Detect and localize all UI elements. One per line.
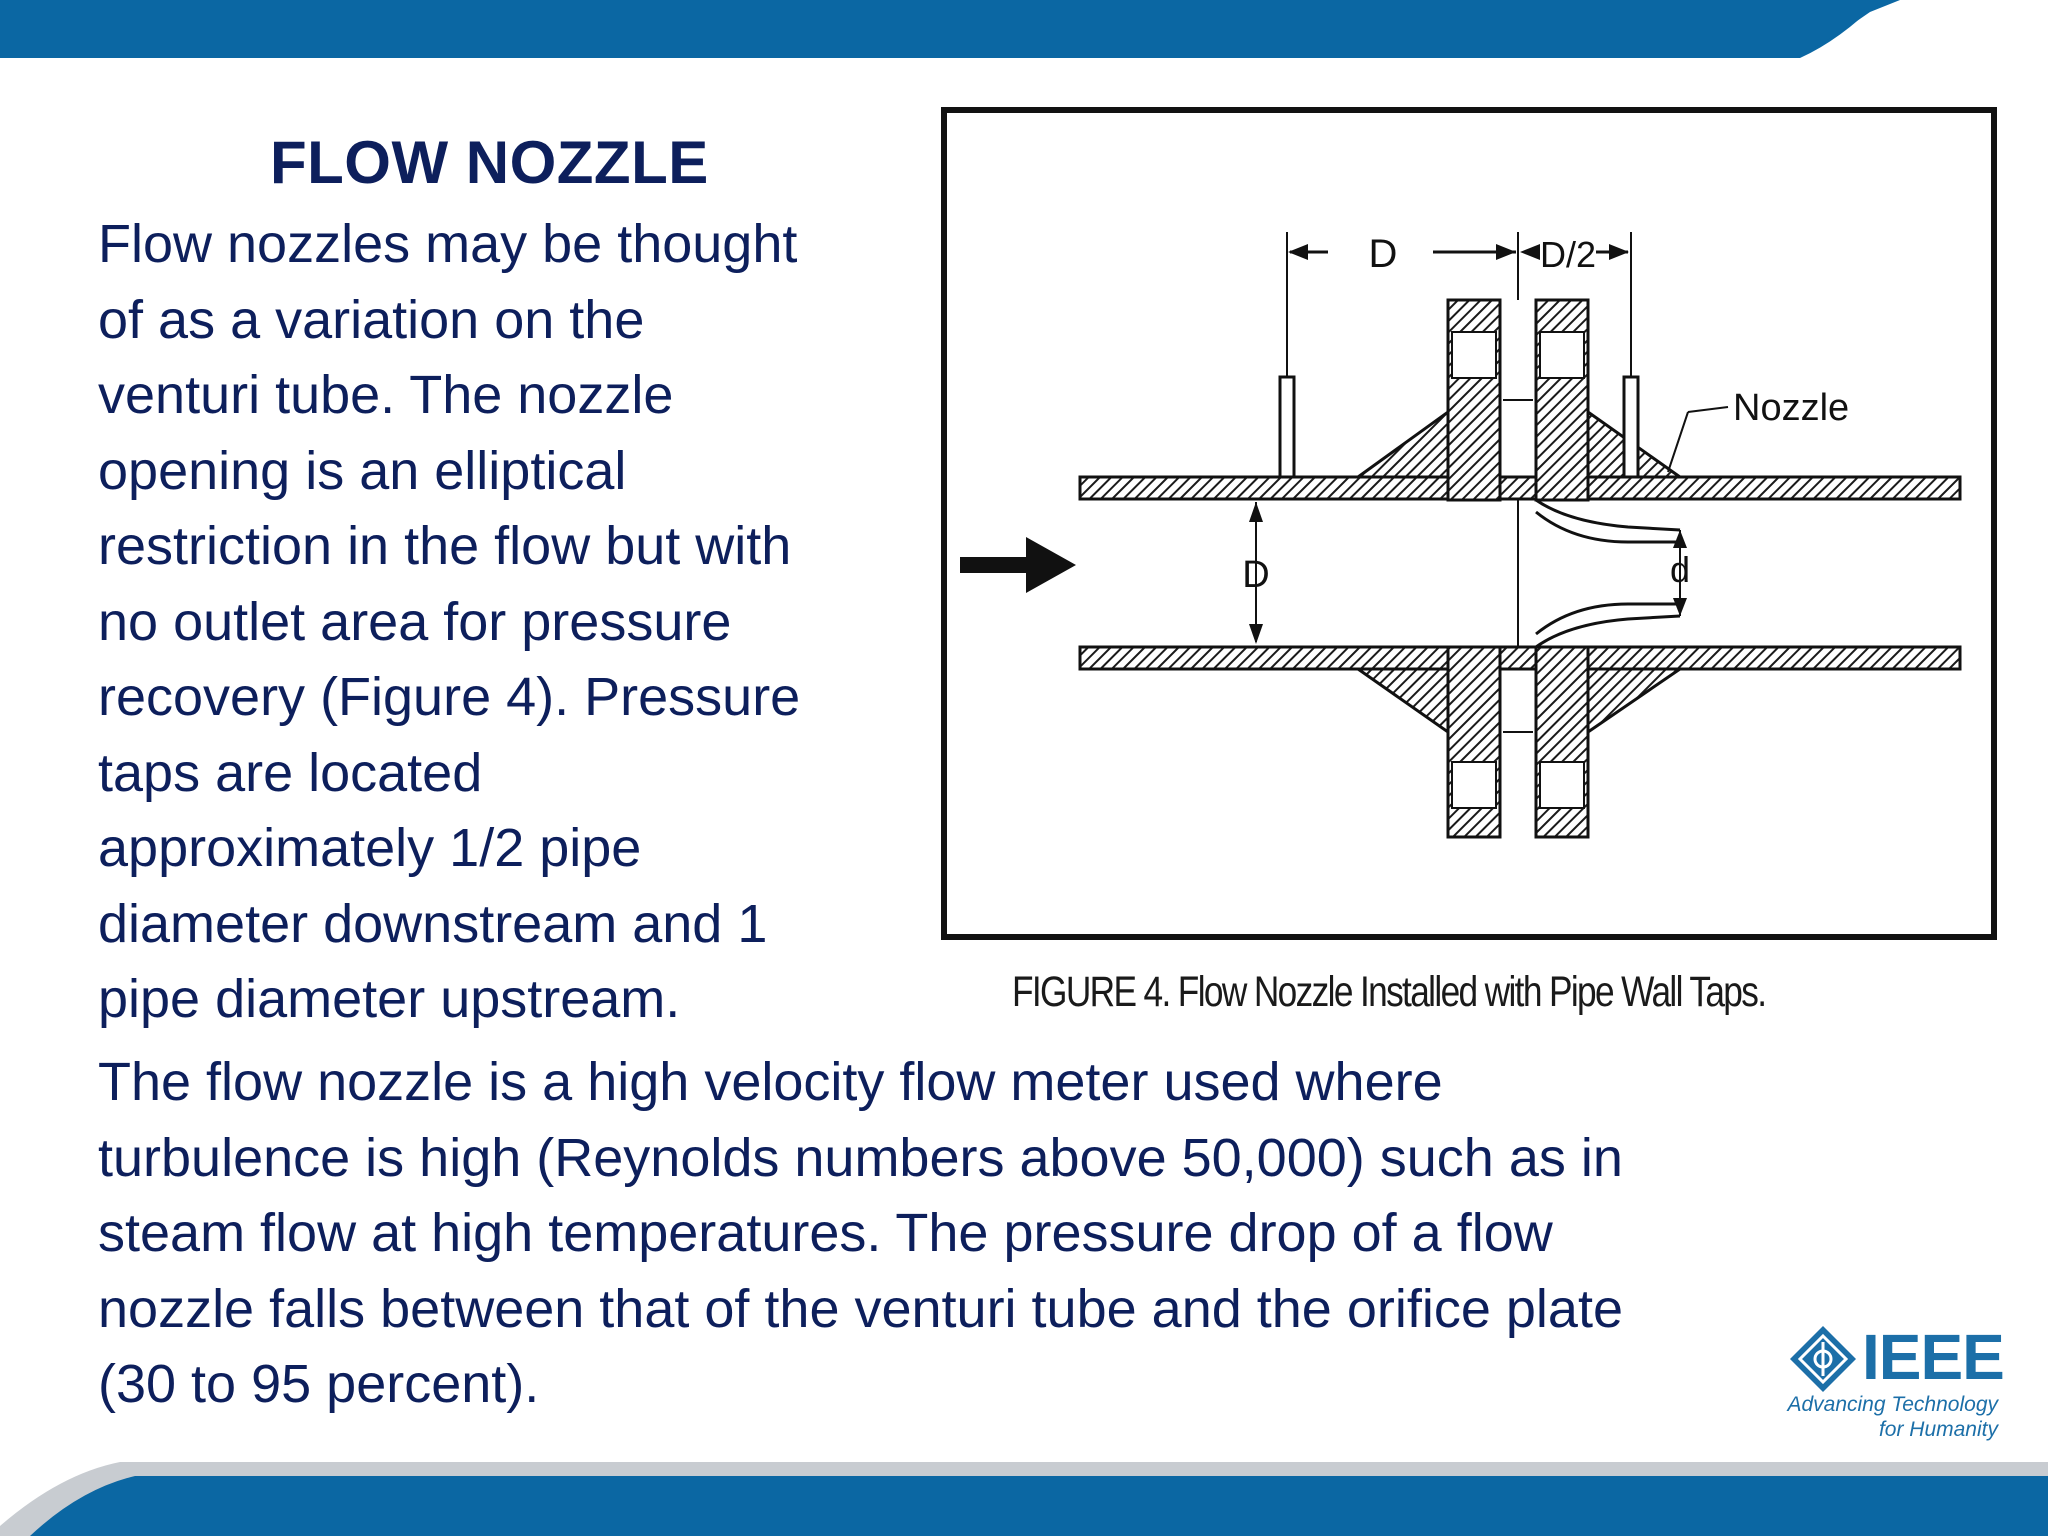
text-line: Flow nozzles may be thought [98,214,798,274]
text-line: venturi tube. The nozzle [98,365,674,425]
text-line: no outlet area for pressure [98,591,732,652]
text-line: turbulence is high (Reynolds numbers above 50,000) such as in [98,1127,1623,1188]
ieee-logo: IEEE [1862,1321,2004,1393]
top-banner [0,0,2048,62]
text-line: diameter downstream and 1 [98,893,768,954]
flow-arrow-icon [960,557,1030,573]
figure-caption: FIGURE 4. Flow Nozzle Installed with Pipe Wall Taps. [1012,968,1766,1016]
text-line: recovery (Figure 4). Pressure [98,667,801,727]
slide-title: FLOW NOZZLE [270,129,709,196]
text-line: of as a variation on the [98,289,645,350]
text-line: opening is an elliptical [98,440,627,501]
text-line: pipe diameter upstream. [98,969,681,1029]
detail-paragraph [98,1045,1623,1423]
label-nozzle: Nozzle [1733,387,1850,429]
text-line: taps are located [98,742,483,803]
label-pipe-diameter: D [1242,554,1270,596]
upper-pipe-wall [1080,477,1960,499]
text-line: restriction in the flow but with [98,516,792,576]
right-flange-upper [1536,300,1588,500]
label-upstream-distance: D [1368,232,1398,276]
bottom-banner [0,1454,2048,1536]
ieee-diamond-icon [1786,1322,1860,1396]
label-half-distance: D/2 [1539,234,1597,275]
intro-paragraph [98,207,800,1038]
upstream-tap [1280,377,1294,477]
label-throat-diameter: d [1669,549,1691,590]
lower-pipe-wall [1080,647,1960,669]
text-line: steam flow at high temperatures. The pressure drop of a flow [98,1203,1553,1263]
text-line: The flow nozzle is a high velocity flow meter used where [98,1052,1443,1112]
text-line: approximately 1/2 pipe [98,818,642,878]
flow-nozzle-figure [928,82,2008,1042]
text-line: nozzle falls between that of the venturi tube and the orifice plate [98,1278,1623,1339]
text-line: (30 to 95 percent). [98,1354,540,1414]
downstream-tap [1624,377,1638,477]
left-flange-upper [1448,300,1500,500]
logo-tagline-line2: for Humanity [1878,1418,1998,1441]
logo-tagline-line1: Advancing Technology [1787,1393,1998,1416]
